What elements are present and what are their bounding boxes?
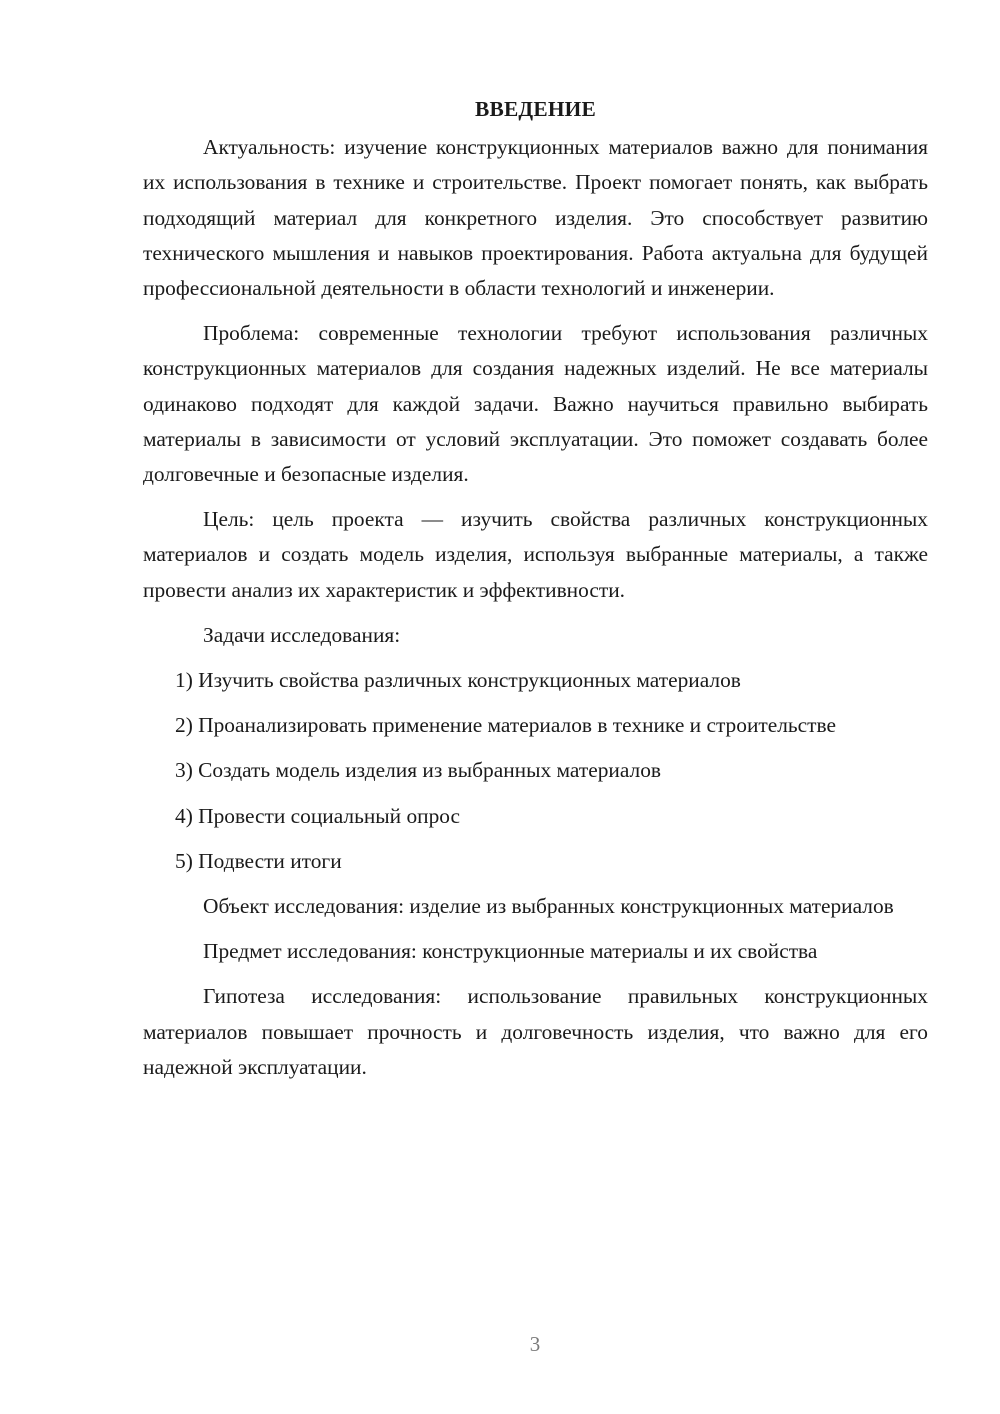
task-item-3: 3) Создать модель изделия из выбранных материалов bbox=[175, 758, 661, 783]
goal-paragraph: Цель: цель проекта — изучить свойства различных конструкционных материалов и создать модель изделия, используя выбранные материалы, а также провести анализ их характеристик и эффективности. bbox=[143, 507, 928, 602]
relevance-paragraph: Актуальность: изучение конструкционных материалов важно для понимания их использования в технике и строительстве. Проект помогает понять, как выбрать подходящий материал для конкретного изделия. Это способствует развитию технического мышления и навыков проектирования. Работа актуальна для будущей профессиональной деятельности в области технологий и инженерии. bbox=[143, 135, 928, 301]
tasks-heading: Задачи исследования: bbox=[203, 622, 401, 647]
problem-paragraph: Проблема: современные технологии требуют использования различных конструкционных материалов для создания надежных изделий. Не все материалы одинаково подходят для каждой задачи. Важно научиться правильно выбирать материалы в зависимости от условий эксплуатации. Это поможет создавать более долговечные и безопасные изделия. bbox=[143, 321, 928, 487]
task-item-1: 1) Изучить свойства различных конструкционных материалов bbox=[175, 668, 741, 693]
section-title: ВВЕДЕНИЕ bbox=[475, 97, 596, 121]
page-number: 3 bbox=[529, 1332, 541, 1356]
object-paragraph: Объект исследования: изделие из выбранных конструкционных материалов bbox=[203, 894, 894, 919]
hypothesis-paragraph: Гипотеза исследования: использование правильных конструкционных материалов повышает прочность и долговечность изделия, что важно для его надежной эксплуатации. bbox=[143, 984, 928, 1079]
task-item-4: 4) Провести социальный опрос bbox=[175, 803, 461, 828]
task-item-2: 2) Проанализировать применение материалов в технике и строительстве bbox=[175, 713, 836, 738]
task-item-5: 5) Подвести итоги bbox=[175, 848, 342, 873]
document-page bbox=[143, 92, 928, 1095]
subject-paragraph: Предмет исследования: конструкционные материалы и их свойства bbox=[203, 939, 818, 964]
